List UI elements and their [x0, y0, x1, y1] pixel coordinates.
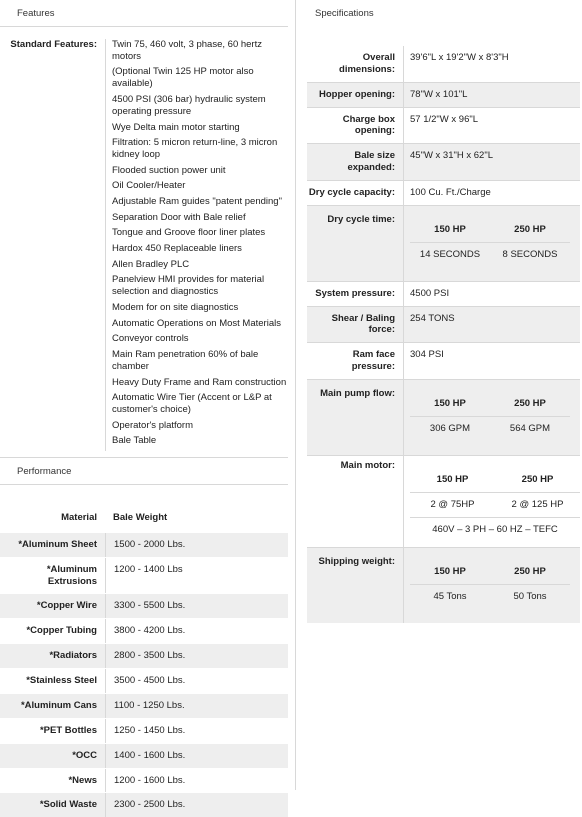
spec-value	[403, 456, 580, 548]
spec-row-shear	[307, 306, 580, 343]
material-cell: *Aluminum Extrusions	[46, 563, 97, 587]
spec-row-pumpflow	[307, 379, 580, 455]
weight-cell: 1250 - 1450 Lbs.	[105, 719, 185, 743]
hp-header: 150 HP	[434, 223, 466, 235]
spec-row-overall	[307, 46, 580, 82]
material-cell: *Copper Wire	[36, 600, 97, 612]
feature-item: 4500 PSI (306 bar) hydraulic system operating pressure	[112, 93, 266, 117]
spec-row-motor	[307, 455, 580, 548]
material-header: Material	[61, 511, 97, 523]
weight-cell: 3500 - 4500 Lbs.	[105, 669, 185, 693]
spec-row-balesize	[307, 143, 580, 180]
hp-value: 564 GPM	[509, 422, 551, 434]
weight-cell: 3800 - 4200 Lbs.	[105, 619, 185, 643]
material-cell: *PET Bottles	[39, 724, 97, 736]
spec-label: Dry cycle capacity:	[308, 187, 395, 198]
feature-item: Automatic Wire Tier (Accent or L&P at customer's choice)	[112, 392, 272, 416]
material-cell: *Aluminum Sheet	[18, 538, 97, 550]
spec-row-hopper	[307, 82, 580, 107]
hp-value: 2 @ 125 HP	[511, 498, 564, 510]
feature-item: Wye Delta main motor starting	[112, 121, 240, 133]
feature-item: Filtration: 5 micron return-line, 3 micron kidney loop	[112, 137, 278, 161]
material-cell: *OCC	[72, 749, 97, 761]
weight-cell: 1200 - 1400 Lbs	[105, 558, 183, 594]
feature-item: Heavy Duty Frame and Ram construction	[112, 376, 287, 388]
table-row	[0, 792, 288, 817]
feature-item: Flooded suction power unit	[112, 164, 226, 176]
spec-value: 100 Cu. Ft./Charge	[403, 181, 580, 205]
spec-value: 39'6"L x 19'2"W x 8'3"H	[403, 46, 580, 82]
feature-item: Hardox 450 Replaceable liners	[112, 243, 242, 255]
feature-item: Automatic Operations on Most Materials	[112, 317, 281, 329]
material-cell: *Radiators	[49, 650, 97, 662]
bale-weight-header: Bale Weight	[113, 511, 168, 523]
feature-item: Panelview HMI provides for material selection and diagnostics	[112, 274, 265, 298]
spec-value: 304 PSI	[403, 343, 580, 379]
spec-value: 57 1/2"W x 96"L	[403, 108, 580, 144]
spec-value	[403, 206, 580, 281]
hp-header: 150 HP	[436, 473, 469, 485]
standard-features-label: Standard Features:	[10, 38, 97, 50]
hp-header: 150 HP	[434, 398, 466, 409]
weight-cell: 1500 - 2000 Lbs.	[105, 533, 185, 557]
material-cell: *Stainless Steel	[26, 675, 97, 687]
feature-item: Separation Door with Bale relief	[112, 211, 246, 223]
spec-label: Main pump flow:	[320, 388, 395, 399]
feature-item: Operator's platform	[112, 419, 194, 431]
feature-item: Adjustable Ram guides "patent pending"	[112, 196, 282, 208]
specifications-title: Specifications	[315, 8, 374, 19]
features-list	[105, 39, 288, 451]
table-row	[0, 693, 288, 718]
weight-cell: 1200 - 1600 Lbs.	[105, 769, 185, 793]
spec-row-shipping	[307, 547, 580, 623]
features-title: Features	[0, 0, 288, 27]
weight-cell: 2800 - 3500 Lbs.	[105, 644, 185, 668]
features-block	[0, 27, 288, 457]
hp-value: 50 Tons	[513, 591, 547, 603]
hp-table	[410, 560, 570, 609]
spec-label: Shipping weight:	[318, 556, 395, 568]
spec-label: System pressure:	[315, 287, 395, 299]
weight-cell: 1400 - 1600 Lbs.	[105, 744, 185, 768]
spec-value: 78"W x 101"L	[403, 83, 580, 107]
feature-item: Bale Table	[112, 435, 157, 447]
spec-label: Shear / Baling force:	[331, 312, 395, 336]
spec-row-ramface	[307, 342, 580, 379]
spec-label: Bale size expanded:	[347, 150, 395, 174]
spec-row-chargebox	[307, 107, 580, 144]
table-row	[0, 643, 288, 668]
spec-value	[403, 380, 580, 455]
hp-value: 306 GPM	[429, 422, 471, 434]
hp-value: 8 SECONDS	[502, 248, 558, 260]
motor-note: 460V – 3 PH – 60 HZ – TEFC	[432, 523, 558, 535]
spec-label: Dry cycle time:	[327, 213, 395, 225]
hp-header: 250 HP	[514, 223, 546, 235]
material-cell: *Solid Waste	[39, 799, 97, 811]
material-cell: *Aluminum Cans	[20, 699, 97, 711]
spec-value: 4500 PSI	[403, 282, 580, 306]
spec-label: Overall dimensions:	[339, 51, 395, 75]
weight-cell: 3300 - 5500 Lbs.	[105, 594, 185, 618]
hp-table	[410, 468, 580, 542]
table-row	[0, 668, 288, 693]
feature-item: Tongue and Groove floor liner plates	[112, 227, 266, 239]
spec-row-drycap	[307, 180, 580, 205]
performance-table	[0, 532, 288, 817]
column-divider	[295, 0, 296, 790]
hp-header: 250 HP	[521, 473, 554, 485]
performance-header	[0, 485, 288, 532]
spec-label: Charge box opening:	[342, 113, 395, 137]
spec-label: Hopper opening:	[319, 88, 395, 100]
spec-label: Ram face pressure:	[351, 349, 395, 373]
feature-item: Conveyor controls	[112, 333, 189, 345]
weight-cell: 1100 - 1250 Lbs.	[105, 694, 185, 718]
hp-table	[410, 392, 570, 441]
hp-header: 250 HP	[514, 398, 546, 409]
feature-item: Twin 75, 460 volt, 3 phase, 60 hertz motors	[112, 38, 262, 62]
table-row	[0, 768, 288, 793]
hp-header: 150 HP	[434, 566, 466, 578]
left-column	[0, 0, 288, 811]
weight-cell: 2300 - 2500 Lbs.	[105, 793, 185, 817]
spec-row-syspress	[307, 281, 580, 306]
right-column	[307, 0, 580, 790]
hp-header: 250 HP	[514, 566, 546, 578]
performance-title: Performance	[0, 457, 288, 485]
spec-value: 45"W x 31"H x 62"L	[403, 144, 580, 180]
table-row	[0, 557, 288, 594]
material-cell: *Copper Tubing	[26, 625, 97, 637]
hp-value: 45 Tons	[433, 591, 467, 603]
hp-value: 2 @ 75HP	[430, 498, 475, 510]
spec-value: 254 TONS	[403, 307, 580, 343]
table-row	[0, 718, 288, 743]
table-row	[0, 532, 288, 557]
material-cell: *News	[68, 774, 97, 786]
spec-row-drytime	[307, 205, 580, 281]
hp-value: 14 SECONDS	[419, 248, 481, 260]
table-row	[0, 618, 288, 643]
feature-item: (Optional Twin 125 HP motor also available)	[112, 66, 254, 90]
feature-item: Main Ram penetration 60% of bale chamber	[112, 349, 259, 372]
feature-item: Modem for on site diagnostics	[112, 301, 239, 313]
table-row	[0, 593, 288, 618]
spec-value	[403, 548, 580, 623]
table-row	[0, 743, 288, 768]
feature-item: Allen Bradley PLC	[112, 258, 190, 270]
hp-table	[410, 218, 570, 267]
spec-label: Main motor:	[340, 459, 395, 471]
feature-item: Oil Cooler/Heater	[112, 180, 186, 192]
